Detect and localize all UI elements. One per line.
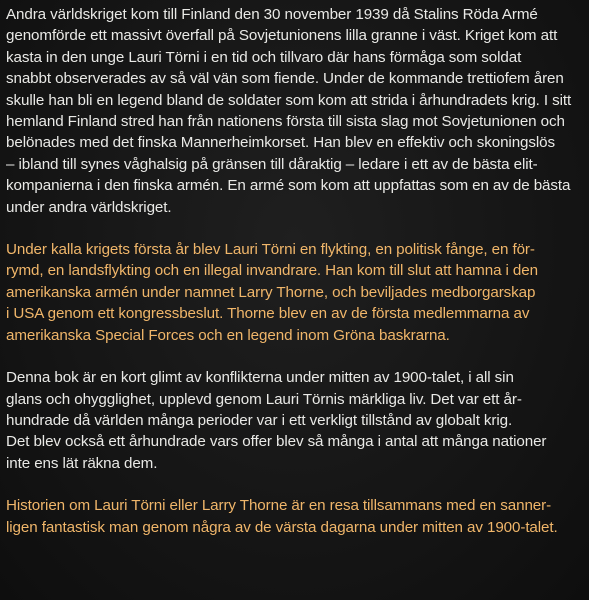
text-line: hundrade då världen många perioder var i ett verkligt tillstånd av globalt krig. xyxy=(6,411,513,429)
text-line: inte ens lät räkna dem. xyxy=(6,454,158,472)
text-line: genomförde ett massivt överfall på Sovjetunionens lilla granne i väst. Kriget kom att xyxy=(6,27,558,45)
text-line: Under kalla krigets första år blev Lauri Törni en flykting, en politisk fånge, en för- xyxy=(6,241,535,259)
text-line: belönades med det finska Mannerheimkorset. Han blev en effektiv och skoningslös xyxy=(6,134,556,152)
text-line: Andra världskriget kom till Finland den 30 november 1939 då Stalins Röda Armé xyxy=(6,6,538,23)
text-line: kasta in den unge Lauri Törni i en tid och tillvaro där hans förmåga som soldat xyxy=(6,48,522,66)
text-line: ligen fantastisk man genom några av de värsta dagarna under mitten av 1900-talet. xyxy=(6,518,558,536)
paragraph-book-summary xyxy=(6,367,581,474)
text-line: – ibland till synes våghalsig på gränsen till dåraktig – ledare i ett av de bästa elit- xyxy=(6,155,538,173)
text-line: Denna bok är en kort glimt av konflikterna under mitten av 1900-talet, i all sin xyxy=(6,369,514,387)
text-line: snabbt observerades av så väl vän som fiende. Under de kommande trettiofem åren xyxy=(6,70,564,88)
paragraph-closing xyxy=(6,495,581,538)
text-line: kompanierna i den finska armén. En armé som kom att uppfattas som en av de bästa xyxy=(6,177,571,195)
text-line: i USA genom ett kongressbeslut. Thorne blev en av de första medlemmarna av xyxy=(6,305,530,323)
text-line: skulle han bli en legend bland de soldater som kom att strida i århundradets krig. I sitt xyxy=(6,91,572,109)
paragraph-cold-war xyxy=(6,239,581,346)
text-line: amerikanska Special Forces och en legend inom Gröna baskrarna. xyxy=(6,326,450,344)
text-line: rymd, en landsflykting och en illegal invandrare. Han kom till slut att hamna i den xyxy=(6,262,538,280)
text-line: Det blev också ett århundrade vars offer blev så många i antal att många nationer xyxy=(6,433,547,451)
text-line: Historien om Lauri Törni eller Larry Thorne är en resa tillsammans med en sanner- xyxy=(6,497,552,515)
paragraph-intro xyxy=(6,4,581,218)
text-line: glans och ohygglighet, upplevd genom Lauri Törnis märkliga liv. Det var ett år- xyxy=(6,390,522,408)
text-line: amerikanska armén under namnet Larry Thorne, och beviljades medborgarskap xyxy=(6,283,536,301)
text-line: hemland Finland stred han från nationens första till sista slag mot Sovjetunionen och xyxy=(6,113,565,131)
text-line: under andra världskriget. xyxy=(6,198,172,216)
